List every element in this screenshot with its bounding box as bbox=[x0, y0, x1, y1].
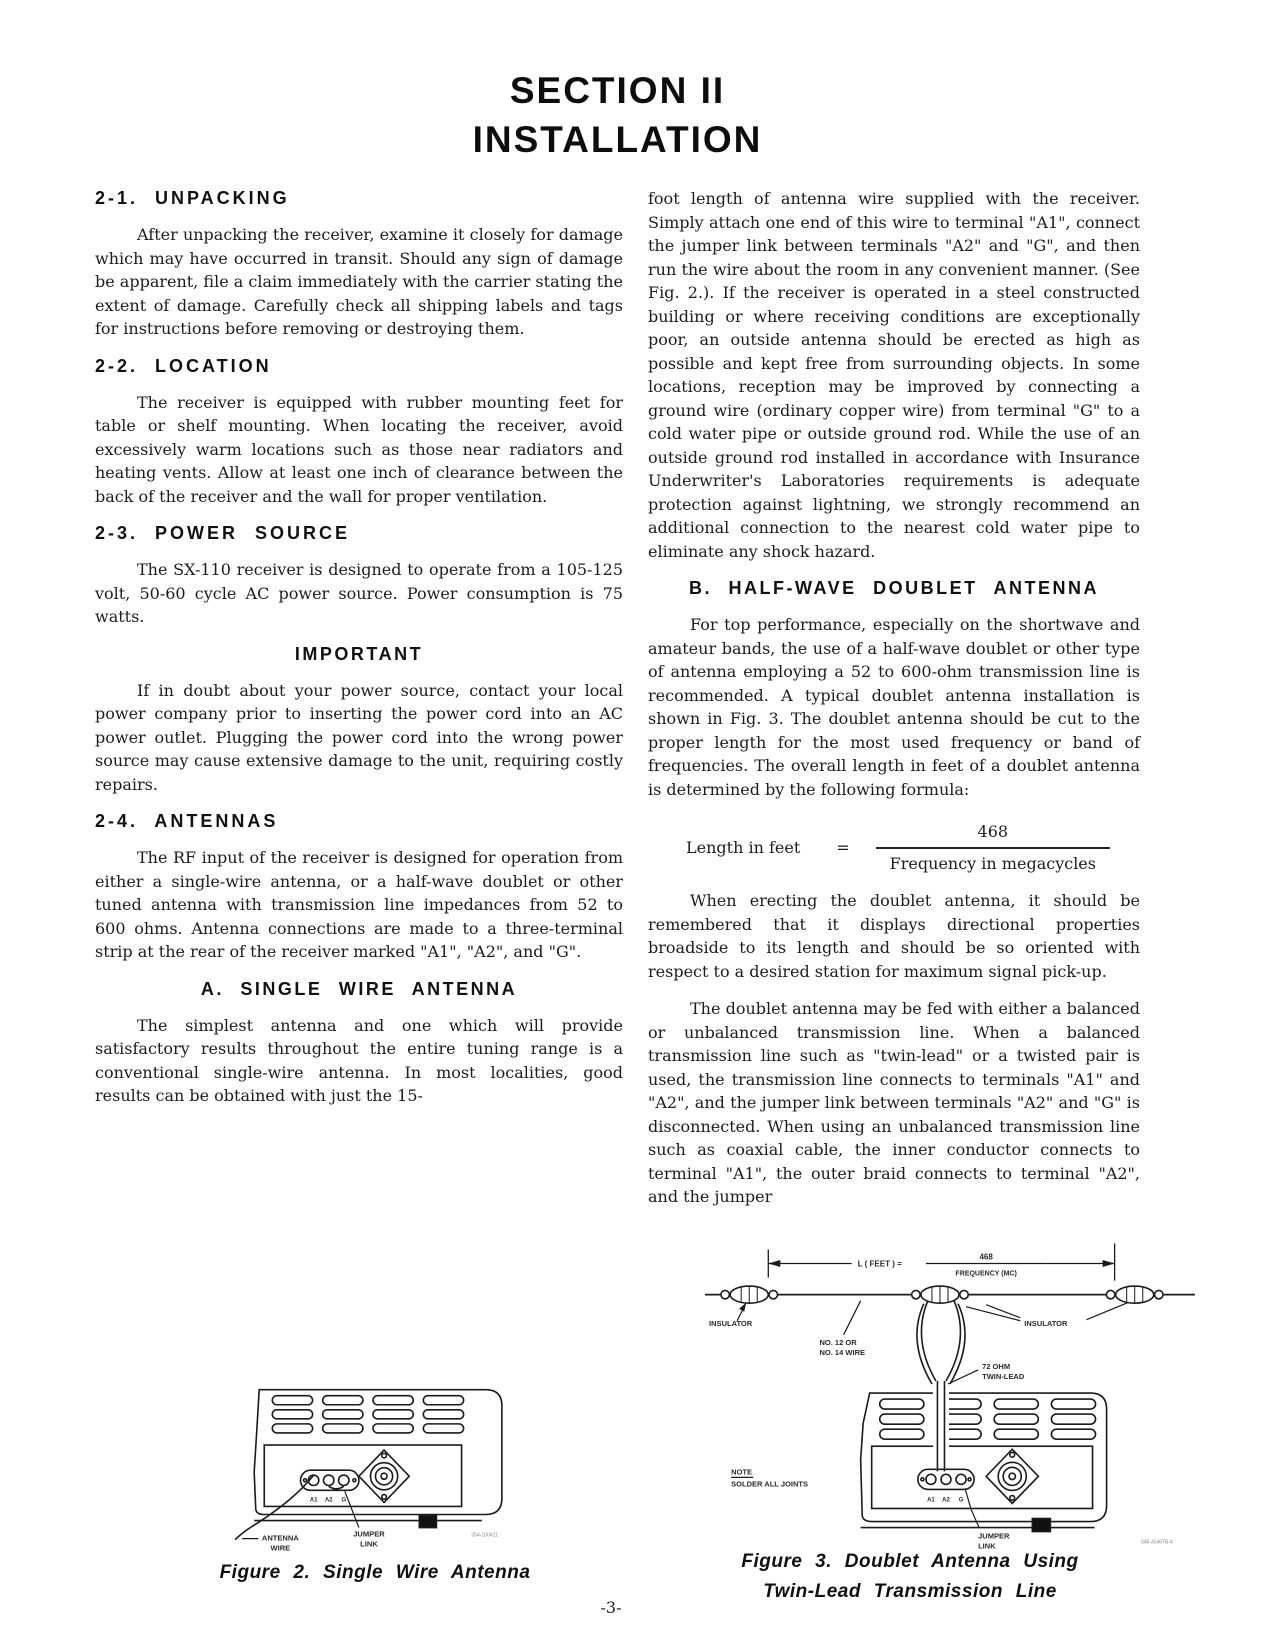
section-title-line2: INSTALLATION bbox=[472, 119, 763, 160]
figure2-antenna-wire-label-line1: ANTENNA bbox=[261, 1533, 299, 1543]
figure3-drawing-number: 048-3046TB-4 bbox=[1140, 1539, 1173, 1546]
figure3-insulator-right-label: INSULATOR bbox=[1024, 1318, 1068, 1328]
figure3-caption-line1: Figure 3. Doublet Antenna Using bbox=[741, 1551, 1079, 1572]
figure2-terminal-a1-label: A1 bbox=[309, 1497, 318, 1504]
heading-unpacking: 2-1. UNPACKING bbox=[95, 188, 290, 208]
figure3-twin-lead-label-line1: 72 OHM bbox=[982, 1361, 1011, 1371]
figure2-caption: Figure 2. Single Wire Antenna bbox=[219, 1562, 531, 1583]
figure3-note-label-line2: SOLDER ALL JOINTS bbox=[731, 1479, 808, 1489]
paragraph-doublet: For top performance, especially on the shortwave and amateur bands, the use of a half-wave doublet or other type of antenna employing a 52 to 600-ohm transmission line is recommended. A typical doublet antenna installation is shown in Fig. 3. The doublet antenna should be cut to the proper length for the most used frequency or band of frequencies. The overall length in feet of a doublet antenna is determined by the following formula: bbox=[648, 615, 1140, 799]
figure2-coax-connector bbox=[359, 1450, 409, 1502]
figure2-terminal-g-label: G bbox=[341, 1497, 347, 1504]
paragraph-power-source: The SX-110 receiver is designed to operate from a 105-125 volt, 50-60 cycle AC power source. Power consumption is 75 watts. bbox=[95, 560, 623, 626]
paragraph-feeding: The doublet antenna may be fed with either a balanced or unbalanced transmission line. When a balanced transmission line such as "twin-lead" or a twisted pair is used, the transmission line connects to terminals "A1" and "A2", and the jumper link between terminals "A2" and "G" is disconnected. When using an unbalanced transmission line such as coaxial cable, the inner conductor connects to terminal "A1", the outer braid connects to terminal "A2", and the jumper bbox=[648, 999, 1140, 1206]
figure3-terminal-strip bbox=[918, 1469, 974, 1489]
paragraph-single-wire-continued: foot length of antenna wire supplied with the receiver. Simply attach one end of this wire to terminal "A1", connect the jumper link between terminals "A2" and "G", and then run the wire about the room in any convenient manner. (See Fig. 2.). If the receiver is operated in a steel constructed building or where receiving conditions are exceptionally poor, an outside antenna should be erected as high as possible and kept free from surrounding objects. In some locations, reception may be improved by connecting a ground wire (ordinary copper wire) from terminal "G" to a cold water pipe or outside ground rod. While the use of an outside ground rod installed in accordance with Insurance Underwriter's Laboratories requirements is adequate protection against lightning, we strongly recommend an additional connection to the nearest cold water pipe to eliminate any shock hazard. bbox=[648, 189, 1140, 561]
figure2-power-cord bbox=[419, 1516, 436, 1528]
figure3-note-label-line1: NOTE bbox=[731, 1467, 753, 1477]
section-title bbox=[0, 66, 1235, 164]
paragraph-unpacking: After unpacking the receiver, examine it closely for damage which may have occurred in transit. Should any sign of damage be apparent, file a claim immediately with the carrier stating the extent of damage. Carefully check all shipping labels and tags for instructions before removing or destroying them. bbox=[95, 225, 623, 338]
doublet-length-formula bbox=[648, 820, 1140, 875]
paragraph-antennas: The RF input of the receiver is designed for operation from either a single-wire antenna, or a half-wave doublet or other tuned antenna with transmission line impedances from 52 to 600 ohms. Antenna connections are made to a three-terminal strip at the rear of the receiver marked "A1", "A2", and "G". bbox=[95, 848, 623, 961]
page-number: -3- bbox=[600, 1598, 622, 1617]
figure3-dimension-line bbox=[768, 1243, 1114, 1280]
paragraph-important: If in doubt about your power source, contact your local power company prior to inserting the power cord into an AC power outlet. Plugging the power cord into the wrong power source may cause extensive damage to the unit, requiring costly repairs. bbox=[95, 680, 623, 794]
heading-doublet-antenna: B. HALF-WAVE DOUBLET ANTENNA bbox=[689, 578, 1099, 598]
figure2-vent-slots bbox=[272, 1396, 463, 1433]
paragraph-location: The receiver is equipped with rubber mounting feet for table or shelf mounting. When locating the receiver, avoid excessively warm locations such as those near radiators and heating vents. Allow at least one inch of clearance between the back of the receiver and the wall for proper ventilation. bbox=[95, 392, 623, 506]
heading-location: 2-2. LOCATION bbox=[95, 355, 272, 376]
figure3-vent-slots bbox=[880, 1399, 1096, 1439]
formula-denominator: Frequency in megacycles bbox=[876, 847, 1110, 876]
section-title-line1: SECTION II bbox=[509, 70, 726, 111]
paragraph-erecting: When erecting the doublet antenna, it should be remembered that it displays directional properties broadside to its length and should be so oriented with respect to a desired station for maximum signal pick-up. bbox=[648, 891, 1140, 981]
heading-single-wire-antenna: A. SINGLE WIRE ANTENNA bbox=[200, 978, 518, 999]
figure3-jumper-link-label-line1: JUMPER bbox=[978, 1531, 1010, 1541]
paragraph-single-wire-antenna: The simplest antenna and one which will provide satisfactory results throughout the entire tuning range is a conventional single-wire antenna. In most localities, good results can be obtained with just the 15- bbox=[95, 1015, 623, 1105]
formula-fraction bbox=[876, 820, 1110, 875]
figure3-receiver-rear-panel bbox=[861, 1393, 1107, 1528]
figure3-power-cord bbox=[1032, 1519, 1050, 1532]
figure3-dimension-denominator: FREQUENCY (MC) bbox=[955, 1270, 1017, 1278]
figure3-dimension-numerator: 468 bbox=[979, 1252, 993, 1262]
formula-equals: = bbox=[836, 837, 850, 857]
figure3-dimension-label: L ( FEET ) = bbox=[857, 1259, 902, 1269]
figure3-terminal-a2-label: A2 bbox=[942, 1497, 950, 1504]
figure3-wire-gauge-label-line1: NO. 12 OR bbox=[819, 1337, 857, 1347]
figure2-jumper-link-label-line2: LINK bbox=[360, 1539, 378, 1549]
figure2-antenna-wire-label-line2: WIRE bbox=[270, 1543, 291, 1553]
figure3-twin-lead-label-line2: TWIN-LEAD bbox=[982, 1371, 1025, 1381]
heading-power-source: 2-3. POWER SOURCE bbox=[95, 523, 351, 543]
figure3-drawing bbox=[693, 1220, 1210, 1556]
formula-lhs: Length in feet bbox=[686, 837, 801, 857]
figure2-jumper-link-label-line1: JUMPER bbox=[353, 1529, 385, 1539]
heading-important: IMPORTANT bbox=[294, 643, 424, 664]
figure3-jumper-link-label-line2: LINK bbox=[978, 1541, 996, 1551]
figure2-terminal-a2-label: A2 bbox=[324, 1497, 333, 1504]
figure3-terminal-g-label: G bbox=[958, 1497, 964, 1504]
left-column bbox=[95, 187, 623, 1108]
figure3-coax-connector bbox=[986, 1449, 1038, 1503]
formula-numerator: 468 bbox=[977, 822, 1009, 841]
heading-antennas: 2-4. ANTENNAS bbox=[95, 811, 279, 831]
figure2-drawing bbox=[228, 1323, 520, 1564]
right-column bbox=[648, 187, 1140, 1209]
figure3-terminal-a1-label: A1 bbox=[927, 1497, 935, 1504]
figure2-receiver-rear-panel bbox=[235, 1390, 502, 1540]
figure2-drawing-number: 054-100411 bbox=[471, 1532, 498, 1539]
figure3-wire-gauge-label-line2: NO. 14 WIRE bbox=[819, 1347, 866, 1357]
figure3-caption-line2: Twin-Lead Transmission Line bbox=[763, 1581, 1057, 1602]
figure3-insulator-left-label: INSULATOR bbox=[709, 1318, 753, 1328]
